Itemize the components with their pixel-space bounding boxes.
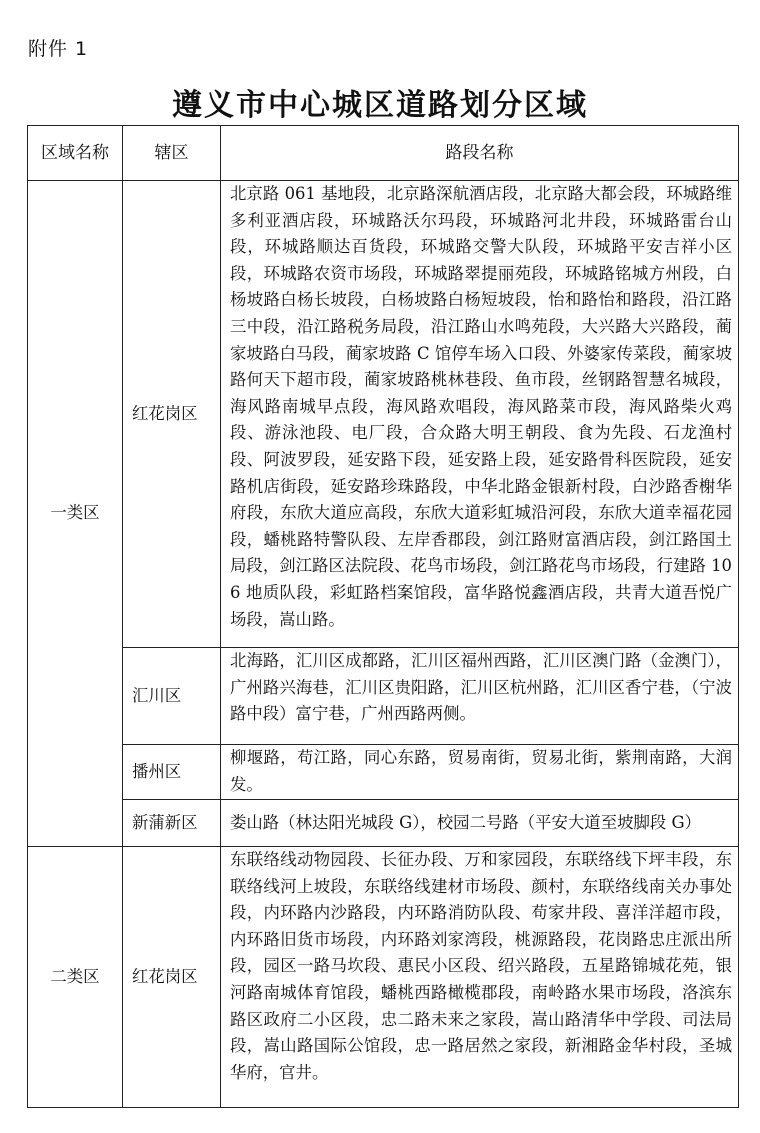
district-cell: 红花岗区 xyxy=(123,181,221,648)
header-road-name: 路段名称 xyxy=(221,126,739,181)
road-list-text: 北京路 061 基地段，北京路深航酒店段，北京路大都会段，环城路维多利亚酒店段，环城路沃尔玛段，环城路河北井段，环城路雷台山段，环城路顺达百货段，环城路交警大队段，环城路平安吉祥小区段，环城路农资市场段，环城路翠提丽苑段，环城路铭城方州段，白杨坡路白杨长坡段，白杨坡路白杨短坡段，怡和路怡和路段，沿江路三中段，沿江路税务局段，沿江路山水鸣苑段，大兴路大兴路段，蔺家坡路白马段，蔺家坡路 C 馆停车场入口段、外婆家传菜段，蔺家坡路何天下超市段，蔺家坡路桃林巷段、鱼市段，丝钢路智慧名城段，海风路南城早点段，海风路欢唱段，海风路菜市段，海风路柴火鸡段、游泳池段、电厂段，合众路大明王朝段、食为先段、石龙渔村段、阿波罗段，延安路下段，延安路上段，延安路骨科医院段，延安路机店街段，延安路珍珠路段，中华北路金银新村段，白沙路香榭华府段，东欣大道应高段，东欣大道彩虹城沿河段，东欣大道幸福花园段，蟠桃路特警队段、左岸香郡段，剑江路财富酒店段，剑江路国土局段，剑江路区法院段、花鸟市场段，剑江路花鸟市场段，行建路 106 地质队段，彩虹路档案馆段，富华路悦鑫酒店段，共青大道吾悦广场段，嵩山路。 xyxy=(230,184,732,629)
table-row xyxy=(28,847,739,1108)
district-cell: 汇川区 xyxy=(123,648,221,745)
table-row xyxy=(28,745,739,800)
table-header-row xyxy=(28,126,739,181)
zone-cell: 一类区 xyxy=(28,181,123,847)
table-row xyxy=(28,648,739,745)
zone-cell: 二类区 xyxy=(28,847,123,1108)
header-zone: 区域名称 xyxy=(28,126,123,181)
district-cell: 新蒲新区 xyxy=(123,800,221,847)
road-zone-table xyxy=(27,125,739,1108)
attachment-label: 附件 1 xyxy=(28,38,89,60)
road-list-text: 柳堰路，苟江路，同心东路，贸易南街，贸易北街，紫荆南路，大润发。 xyxy=(230,748,732,794)
road-list-cell xyxy=(221,847,739,1108)
header-district: 辖区 xyxy=(123,126,221,181)
road-list-cell xyxy=(221,181,739,648)
road-list-text: 娄山路（林达阳光城段 G），校园二号路（平安大道至坡脚段 G） xyxy=(230,812,701,832)
road-list-text: 东联络线动物园段、长征办段、万和家园段，东联络线下坪丰段，东联络线河上坡段，东联络线建材市场段、颜村，东联络线南关办事处段，内环路内沙路段，内环路消防队段、苟家井段、喜洋洋超市段，内环路旧货市场段，内环路刘家湾段，桃源路段，花岗路忠庄派出所段，园区一路马坎段、惠民小区段、绍兴路段，五星路锦城花苑，银河路南城体育馆段，蟠桃西路橄榄郡段，南岭路水果市场段，洛滨东路区政府二小区段，忠二路未来之家段，嵩山路清华中学段、司法局段，嵩山路国际公馆段，忠一路居然之家段，新湘路金华村段，圣城华府，官井。 xyxy=(230,850,732,1082)
road-list-text: 北海路，汇川区成都路，汇川区福州西路，汇川区澳门路（金澳门），广州路兴海巷，汇川区贵阳路，汇川区杭州路，汇川区香宁巷，（宁波路中段）富宁巷，广州西路两侧。 xyxy=(230,651,732,724)
road-list-cell xyxy=(221,745,739,800)
district-cell: 红花岗区 xyxy=(123,847,221,1108)
road-list-cell xyxy=(221,800,739,847)
document-title: 遵义市中心城区道路划分区域 xyxy=(172,88,588,123)
table-row xyxy=(28,181,739,648)
district-cell: 播州区 xyxy=(123,745,221,800)
table-row xyxy=(28,800,739,847)
road-list-cell xyxy=(221,648,739,745)
